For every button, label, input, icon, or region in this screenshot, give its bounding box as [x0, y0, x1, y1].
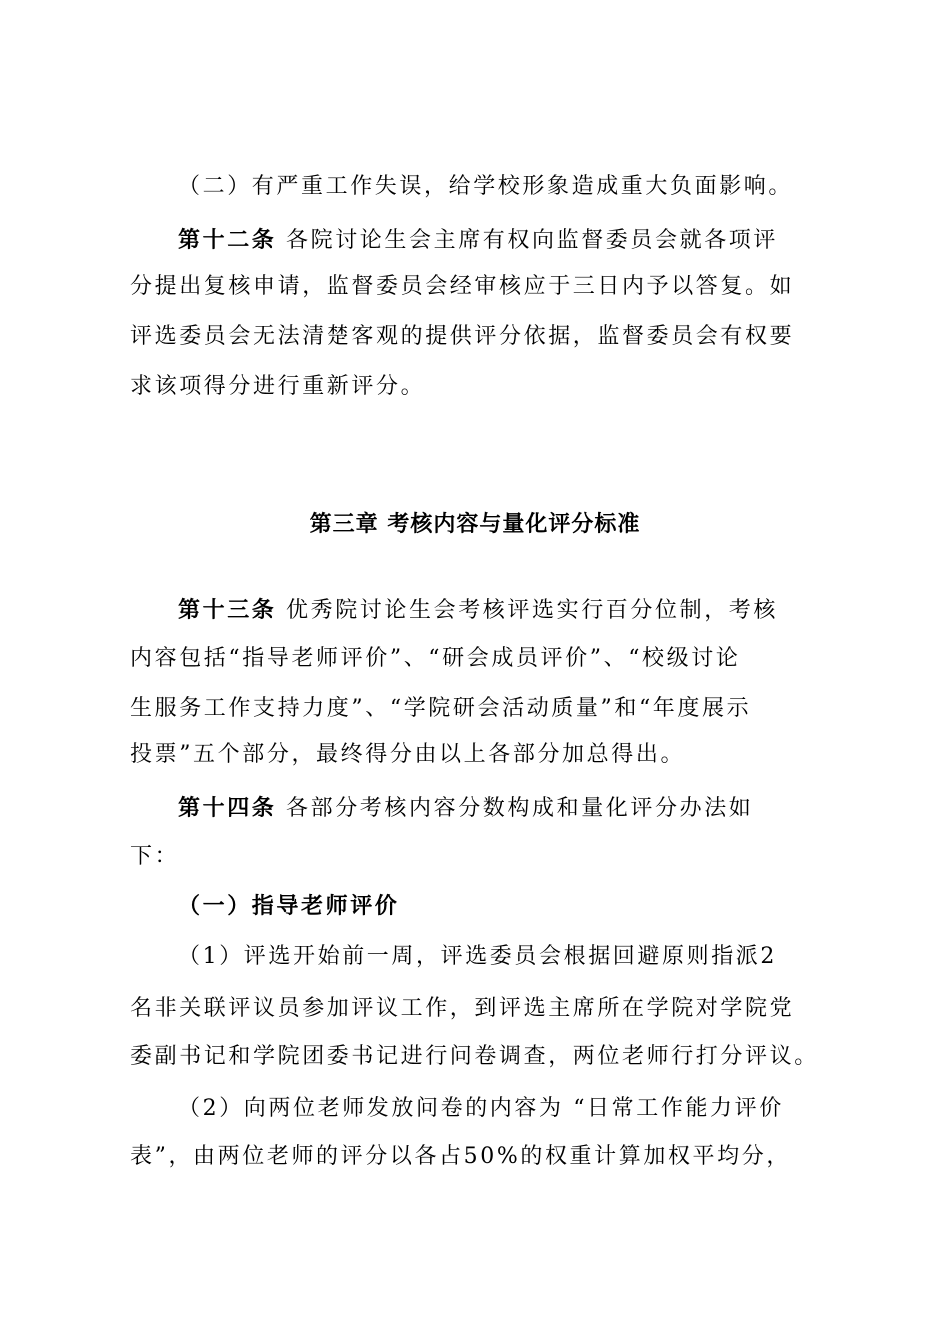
paragraph-clause-2-line-1: （二）有严重工作失误，给学校形象造成重大负面影响。: [178, 174, 794, 199]
article-13-line-2: 内容包括“指导老师评价”、“研会成员评价”、“校级讨论: [130, 646, 741, 671]
article-12-line-4: 求该项得分进行重新评分。: [130, 374, 426, 399]
chapter-3-title: 第三章 考核内容与量化评分标准: [309, 512, 641, 537]
item-2-line-1: （2）向两位老师发放问卷的内容为 “日常工作能力评价: [178, 1096, 784, 1121]
article-14-label: 第十四条: [178, 796, 277, 821]
article-12-label: 第十二条: [178, 228, 277, 253]
article-13-line-4: 投票”五个部分，最终得分由以上各部分加总得出。: [130, 742, 686, 767]
item-1-line-3: 委副书记和学院团委书记进行问卷调查，两位老师行打分评议。: [130, 1044, 819, 1069]
article-13-line-1: [178, 596, 878, 626]
item-2-line-2: 表”，由两位老师的评分以各占50%的权重计算加权平均分，: [130, 1144, 791, 1169]
article-12-line-3: 评选委员会无法清楚客观的提供评分依据，监督委员会有权要: [130, 324, 795, 349]
article-13-text-1: 优秀院讨论生会考核评选实行百分位制，考核: [276, 598, 779, 623]
item-1-line-1: （1）评选开始前一周，评选委员会根据回避原则指派2: [178, 944, 777, 969]
item-1-line-2: 名非关联评议员参加评议工作，到评选主席所在学院对学院党: [130, 996, 795, 1021]
article-13-label: 第十三条: [178, 598, 277, 623]
article-13-line-3: 生服务工作支持力度”、“学院研会活动质量”和“年度展示: [130, 696, 752, 721]
article-14-text-1: 各部分考核内容分数构成和量化评分办法如: [276, 796, 754, 821]
article-12-line-1: [178, 226, 878, 256]
article-12-text-1: 各院讨论生会主席有权向监督委员会就各项评: [276, 228, 779, 253]
article-14-line-1: [178, 794, 878, 824]
article-12-line-2: 分提出复核申请，监督委员会经审核应于三日内予以答复。如: [130, 274, 795, 299]
article-14-line-2: 下：: [130, 844, 180, 869]
section-1-title: （一）指导老师评价: [178, 894, 400, 919]
